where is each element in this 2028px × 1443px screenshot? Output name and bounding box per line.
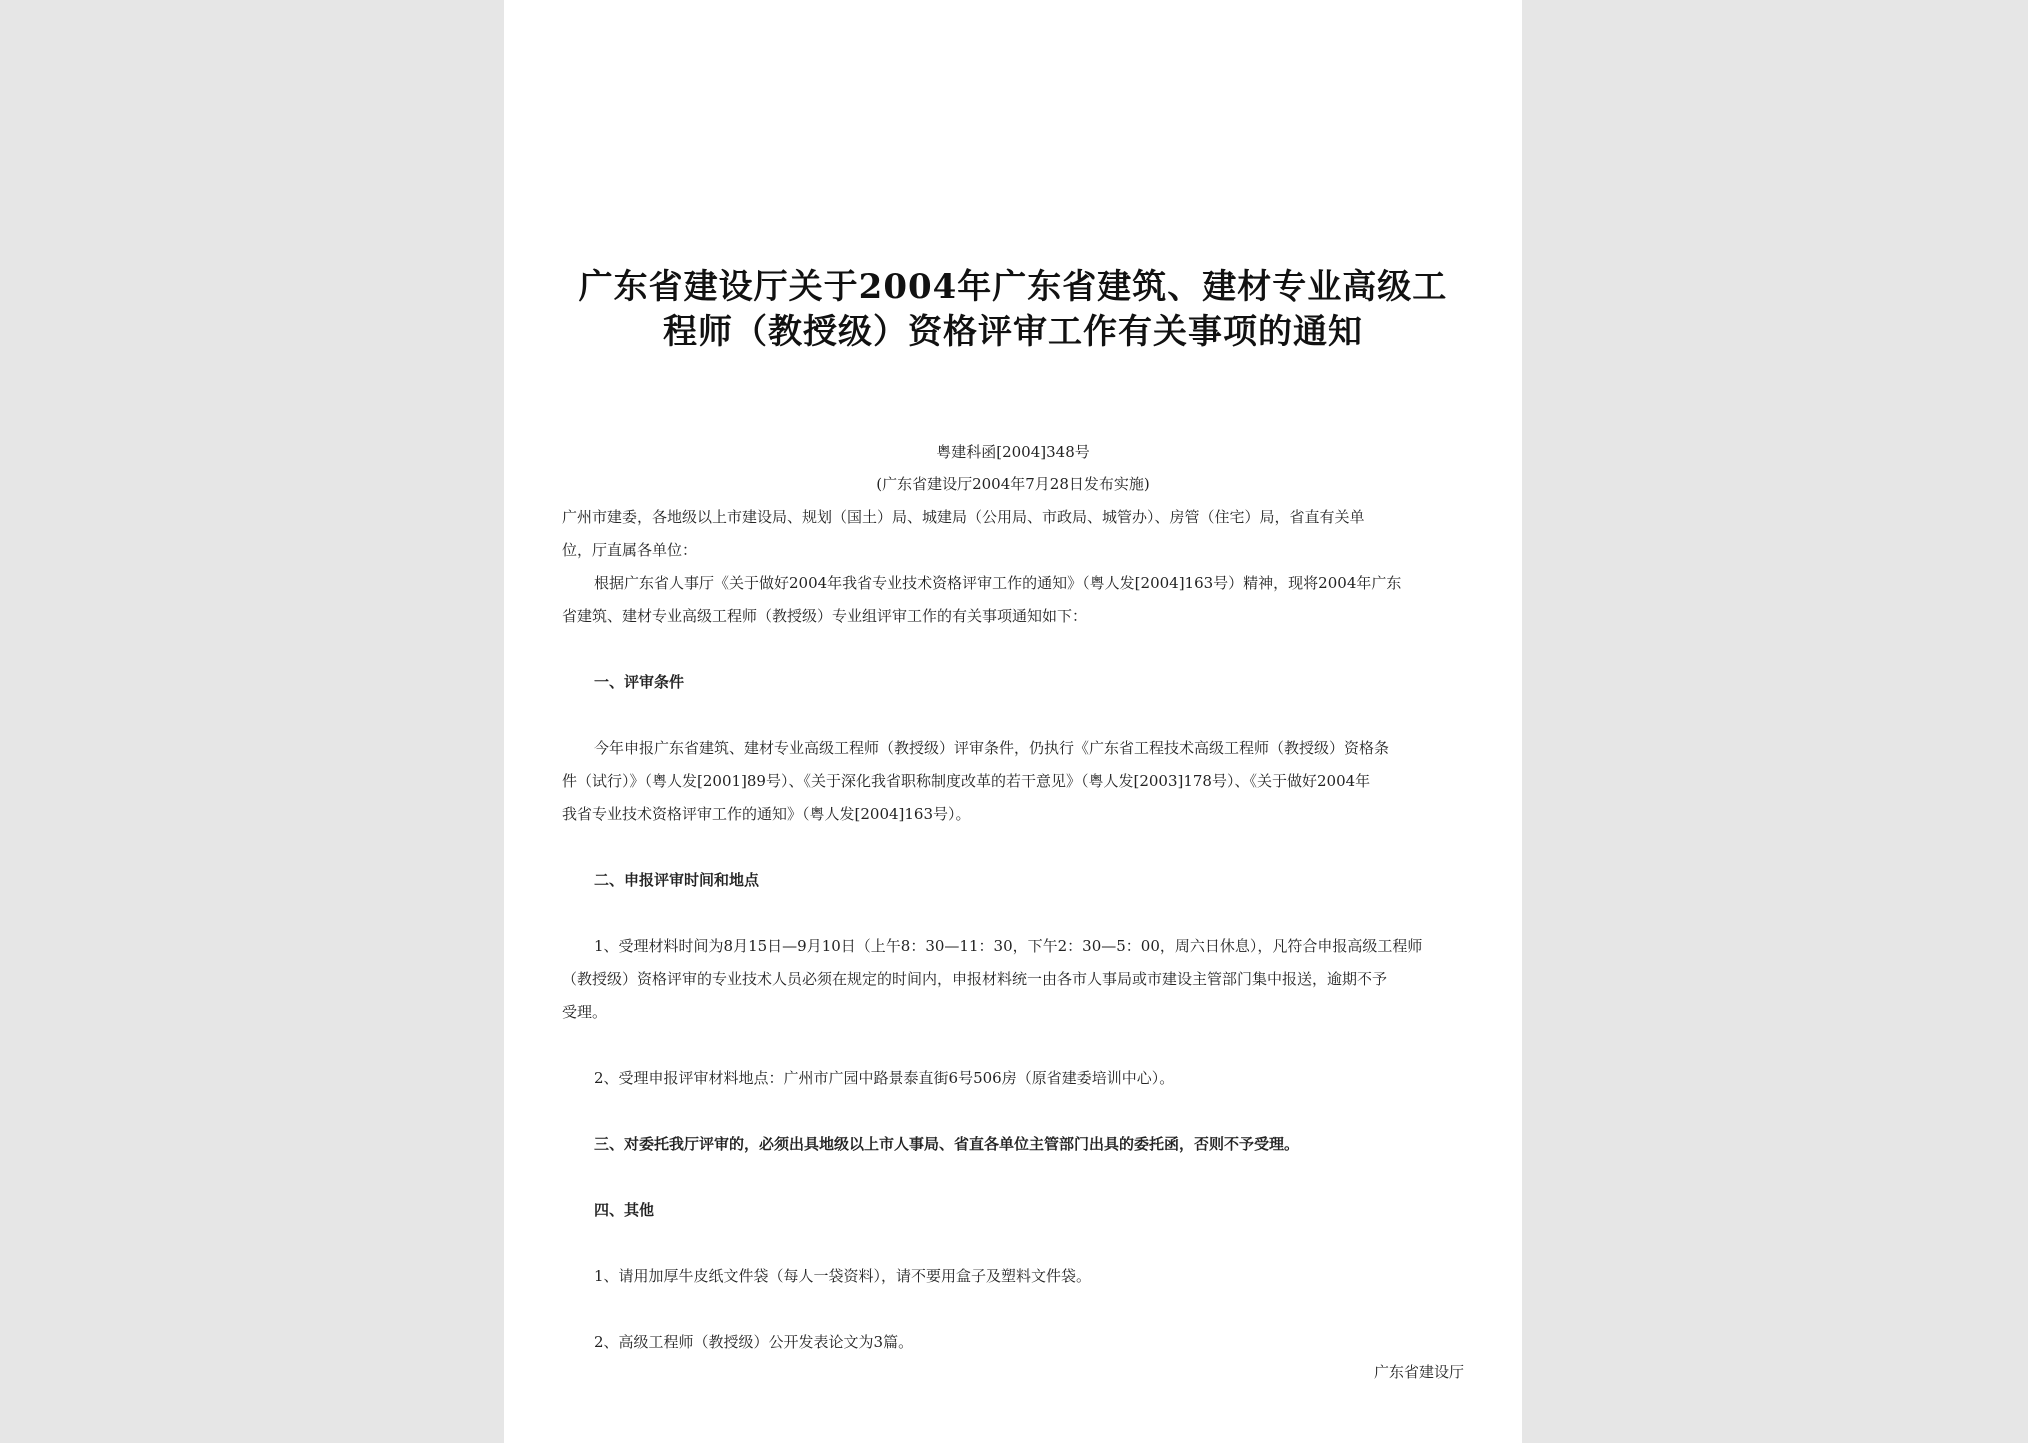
section-1-line-3: 我省专业技术资格评审工作的通知》（粤人发[2004]163号）。	[562, 805, 971, 823]
section-1-line-1: 今年申报广东省建筑、建材专业高级工程师（教授级）评审条件，仍执行《广东省工程技术高级工程师（教授级）资格条	[594, 739, 1390, 757]
section-2-item-1-line-2: （教授级）资格评审的专业技术人员必须在规定的时间内，申报材料统一由各市人事局或市建设主管部门集中报送，逾期不予	[562, 970, 1388, 988]
section-3-heading: 三、对委托我厅评审的，必须出具地级以上市人事局、省直各单位主管部门出具的委托函，否则不予受理。	[594, 1135, 1300, 1153]
addressee-line-1: 广州市建委，各地级以上市建设局、规划（国土）局、城建局（公用局、市政局、城管办）、房管（住宅）局，省直有关单	[562, 508, 1365, 526]
intro-line-2: 省建筑、建材专业高级工程师（教授级）专业组评审工作的有关事项通知如下：	[562, 607, 1088, 625]
section-2-item-2: 2、受理申报评审材料地点：广州市广园中路景泰直街6号506房（原省建委培训中心）。	[594, 1069, 1175, 1087]
section-4-heading: 四、其他	[594, 1201, 655, 1219]
section-4-item-1: 1、请用加厚牛皮纸文件袋（每人一袋资料），请不要用盒子及塑料文件袋。	[594, 1267, 1092, 1285]
document-title-line-1: 广东省建设厅关于2004年广东省建筑、建材专业高级工	[578, 267, 1448, 307]
document-number: 粤建科函[2004]348号	[936, 443, 1090, 461]
document-page	[504, 0, 1522, 1443]
section-1-line-2: 件（试行）》（粤人发[2001]89号）、《关于深化我省职称制度改革的若干意见》（粤人发[2003]178号）、《关于做好2004年	[562, 772, 1371, 790]
addressee-line-2: 位，厅直属各单位：	[562, 541, 698, 559]
intro-line-1: 根据广东省人事厅《关于做好2004年我省专业技术资格评审工作的通知》（粤人发[2004]163号）精神，现将2004年广东	[594, 574, 1402, 592]
section-1-heading: 一、评审条件	[594, 673, 685, 691]
section-2-item-1-line-3: 受理。	[562, 1003, 608, 1021]
document-title-line-2: 程师（教授级）资格评审工作有关事项的通知	[663, 312, 1363, 352]
section-4-item-2: 2、高级工程师（教授级）公开发表论文为3篇。	[594, 1333, 914, 1351]
section-2-heading: 二、申报评审时间和地点	[594, 871, 760, 889]
issue-note: (广东省建设厅2004年7月28日发布实施)	[876, 475, 1150, 493]
section-2-item-1-line-1: 1、受理材料时间为8月15日—9月10日（上午8：30—11：30，下午2：30—5：00，周六日休息），凡符合申报高级工程师	[594, 937, 1423, 955]
issuer-signature: 广东省建设厅	[1373, 1363, 1464, 1381]
